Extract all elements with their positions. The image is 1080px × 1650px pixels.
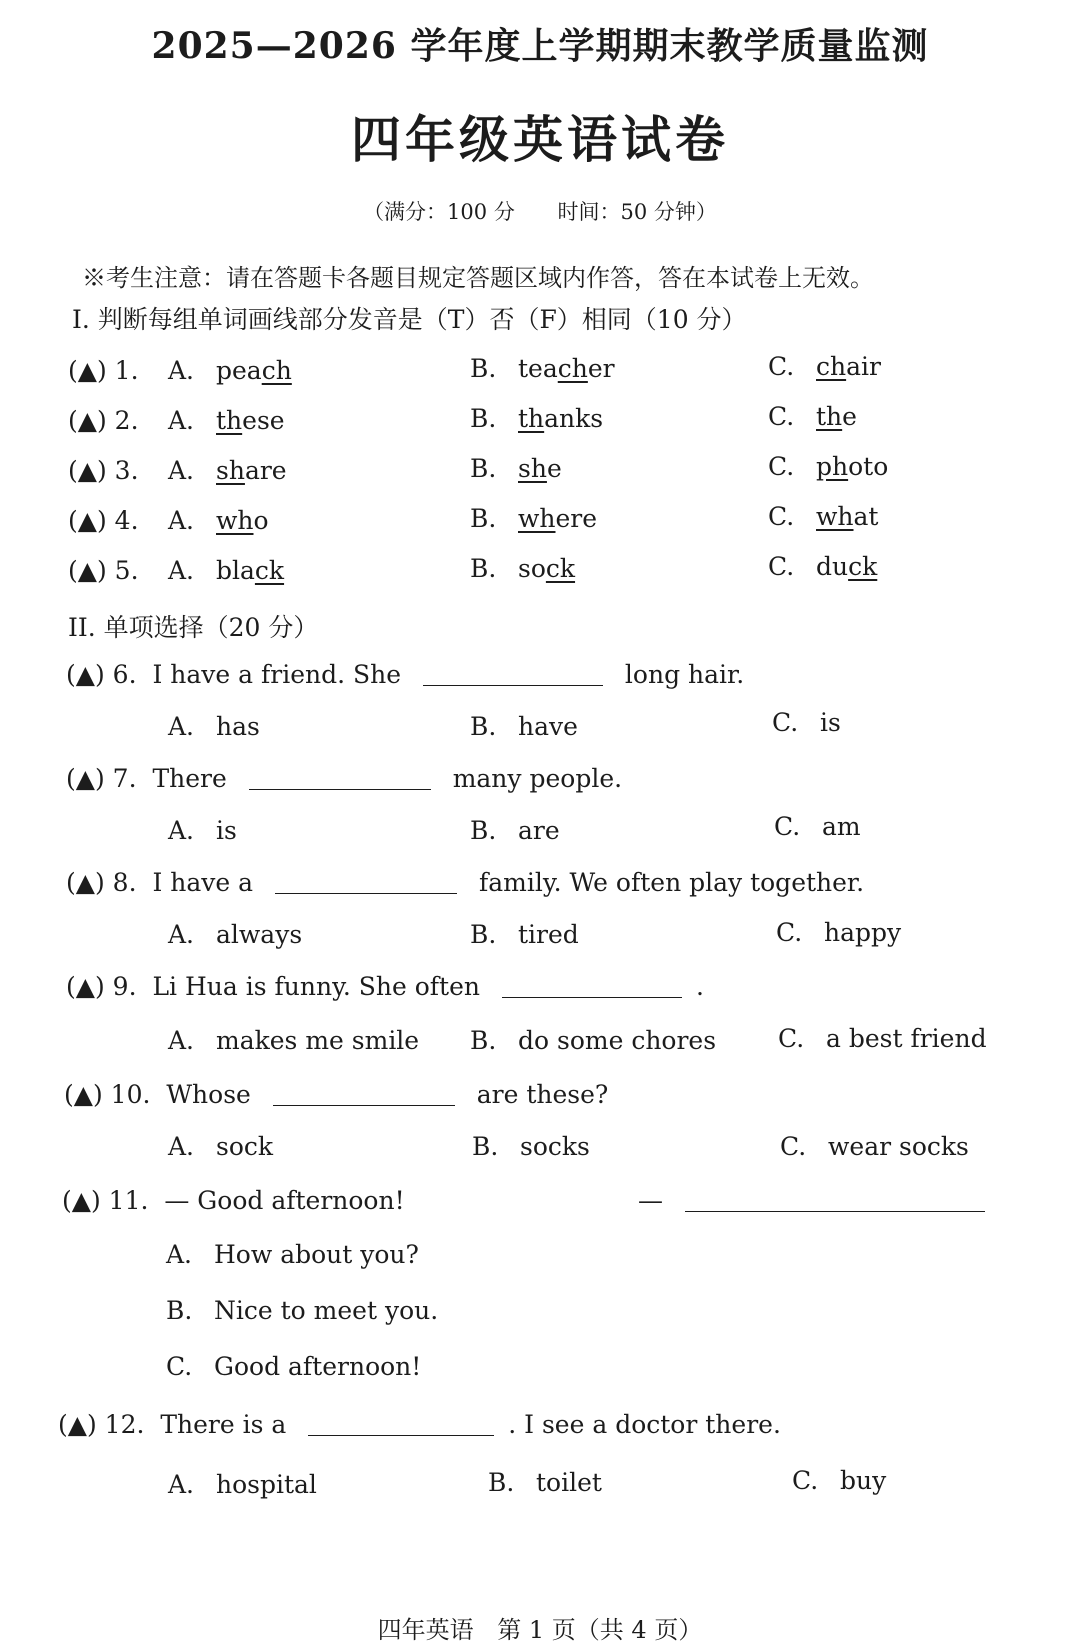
exam-subtitle: 四年级英语试卷 xyxy=(351,110,729,169)
option-a: A. peach xyxy=(168,356,292,385)
q12-option-c: C. buy xyxy=(792,1466,887,1495)
exam-title: 2025—2026 学年度上学期期末教学质量监测 xyxy=(151,25,929,67)
question-number: (▲) 5. xyxy=(68,556,139,585)
exam-meta xyxy=(0,196,1080,226)
section2-title: II. 单项选择（20 分） xyxy=(68,613,319,642)
q6-option-c: C. is xyxy=(772,708,841,737)
question-number: (▲) 4. xyxy=(68,506,139,535)
question-6: (▲) 6. I have a friend. She long hair. xyxy=(66,660,745,689)
exam-time: 时间：50 分钟） xyxy=(557,200,717,224)
option-c: C. duck xyxy=(768,552,878,581)
option-a: A. black xyxy=(168,556,285,585)
q8-option-c: C. happy xyxy=(776,918,902,947)
option-a: A. these xyxy=(168,406,285,435)
option-c: C. the xyxy=(768,402,857,431)
option-b: B. thanks xyxy=(470,404,604,433)
q7-option-b: B. are xyxy=(470,816,560,845)
q7-option-a: A. is xyxy=(168,816,237,845)
answer-blank xyxy=(423,684,603,686)
option-b: B. where xyxy=(470,504,598,533)
q10-option-c: C. wear socks xyxy=(780,1132,969,1161)
q8-option-a: A. always xyxy=(168,920,303,949)
q6-option-a: A. has xyxy=(168,712,260,741)
q8-option-b: B. tired xyxy=(470,920,579,949)
q10-option-b: B. socks xyxy=(472,1132,590,1161)
option-b: B. sock xyxy=(470,554,576,583)
q6-option-b: B. have xyxy=(470,712,578,741)
q11-option-a: A. How about you? xyxy=(166,1240,419,1269)
option-a: A. who xyxy=(168,506,269,535)
q7-option-c: C. am xyxy=(774,812,861,841)
answer-blank xyxy=(249,788,431,790)
question-9: (▲) 9. Li Hua is funny. She often . xyxy=(66,972,704,1001)
question-11-reply: — xyxy=(638,1186,999,1215)
answer-blank xyxy=(685,1210,985,1212)
question-number: (▲) 1. xyxy=(68,356,139,385)
page-footer xyxy=(0,1610,1080,1645)
q10-option-a: A. sock xyxy=(168,1132,274,1161)
q11-option-b: B. Nice to meet you. xyxy=(166,1296,439,1325)
option-c: C. chair xyxy=(768,352,881,381)
question-number: (▲) 3. xyxy=(68,456,139,485)
q12-option-b: B. toilet xyxy=(488,1468,602,1497)
answer-blank xyxy=(275,892,457,894)
option-a: A. share xyxy=(168,456,287,485)
footer-page: 第 1 页（共 4 页） xyxy=(497,1616,703,1644)
question-12: (▲) 12. There is a . I see a doctor there. xyxy=(58,1410,781,1439)
footer-subject: 四年英语 xyxy=(377,1616,474,1644)
option-c: C. photo xyxy=(768,452,889,481)
answer-blank xyxy=(273,1104,455,1106)
question-8: (▲) 8. I have a family. We often play together. xyxy=(66,868,865,897)
option-b: B. teacher xyxy=(470,354,615,383)
question-11: (▲) 11. — Good afternoon! xyxy=(62,1186,405,1215)
question-7: (▲) 7. There many people. xyxy=(66,764,623,793)
answer-blank xyxy=(502,996,682,998)
full-score: （满分：100 分 xyxy=(363,200,515,224)
question-number: (▲) 2. xyxy=(68,406,139,435)
answer-blank xyxy=(308,1434,494,1436)
option-c: C. what xyxy=(768,502,879,531)
q11-option-c: C. Good afternoon! xyxy=(166,1352,422,1381)
question-10: (▲) 10. Whose are these? xyxy=(64,1080,609,1109)
exam-notice: ※考生注意：请在答题卡各题目规定答题区域内作答，答在本试卷上无效。 xyxy=(82,264,874,292)
option-b: B. she xyxy=(470,454,562,483)
q12-option-a: A. hospital xyxy=(168,1470,317,1499)
q9-option-c: C. a best friend xyxy=(778,1024,987,1053)
section1-title: I. 判断每组单词画线部分发音是（T）否（F）相同（10 分） xyxy=(72,305,747,334)
q9-option-b: B. do some chores xyxy=(470,1026,717,1055)
q9-option-a: A. makes me smile xyxy=(168,1026,420,1055)
